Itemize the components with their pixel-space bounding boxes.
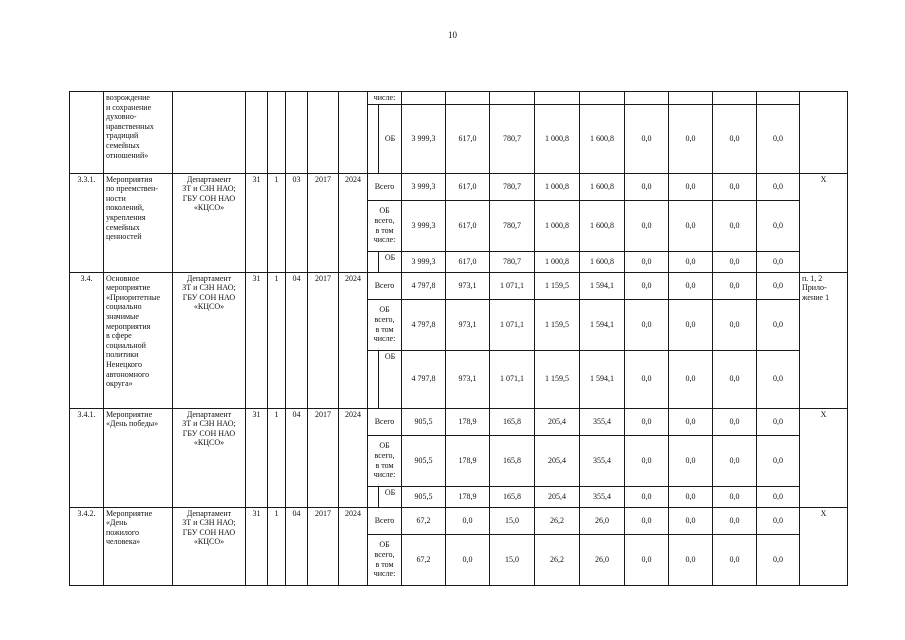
name-line: Мероприятия	[106, 174, 153, 184]
name-line: «Приоритетные	[106, 292, 161, 302]
amount-cell: 617,0	[446, 104, 490, 173]
page-number: 10	[448, 30, 457, 40]
table-row	[70, 507, 848, 534]
amount-cell: 165,8	[490, 486, 535, 507]
amount-cell: 0,0	[757, 200, 800, 251]
source-cell: Всего	[368, 272, 402, 299]
amount-cell: 0,0	[713, 200, 757, 251]
name-line: и сохранение	[106, 102, 152, 112]
indent-cell	[368, 104, 379, 173]
amount-cell: 1 159,5	[535, 299, 580, 350]
source-line: ОБ	[379, 305, 390, 315]
source-cell	[368, 200, 402, 251]
dept-line: ГБУ СОН НАО	[182, 428, 236, 438]
amount-cell: 0,0	[625, 507, 669, 534]
year-start-cell	[308, 92, 339, 174]
code1-cell	[246, 92, 268, 174]
dept-line: «КЦСО»	[193, 302, 225, 312]
source-line: в том	[375, 559, 394, 569]
source-cell: ОБ	[379, 104, 402, 173]
name-line: Основное	[106, 273, 140, 283]
dept-line: ГБУ СОН НАО	[182, 292, 236, 302]
amount-cell: 165,8	[490, 408, 535, 435]
name-cell	[104, 173, 173, 272]
dept-line: «КЦСО»	[193, 203, 225, 213]
source-line: всего,	[374, 550, 395, 559]
name-line: мероприятие	[106, 283, 151, 293]
amount-cell: 3 999,3	[402, 173, 446, 200]
dept-line: «КЦСО»	[193, 537, 225, 547]
name-line: значимые	[106, 311, 139, 321]
amount-cell	[669, 92, 713, 105]
amount-cell: 0,0	[713, 350, 757, 408]
amount-cell: 26,2	[535, 534, 580, 585]
year-end-cell: 2024	[339, 173, 368, 272]
dept-line: ЗТ и СЗН НАО;	[182, 518, 236, 528]
source-line: числе:	[373, 569, 396, 579]
amount-cell: 0,0	[625, 272, 669, 299]
source-cell: ОБ	[379, 251, 402, 272]
row-number-cell: 3.4.2.	[70, 507, 104, 585]
dept-line: Департамент	[186, 174, 232, 184]
amount-cell: 0,0	[625, 486, 669, 507]
amount-cell: 0,0	[625, 350, 669, 408]
source-line: числе:	[373, 334, 396, 344]
name-line: социальной	[106, 340, 146, 350]
name-line: человека»	[106, 537, 141, 547]
year-end-cell: 2024	[339, 507, 368, 585]
dept-line: Департамент	[186, 508, 232, 518]
amount-cell: 15,0	[490, 507, 535, 534]
note-cell: Х	[800, 173, 848, 272]
amount-cell: 178,9	[446, 435, 490, 486]
name-line: ценностей	[106, 232, 142, 242]
amount-cell: 780,7	[490, 200, 535, 251]
name-line: возрождение	[106, 93, 150, 102]
name-line: политики	[106, 350, 139, 360]
amount-cell: 1 594,1	[580, 299, 625, 350]
source-line: ОБ	[379, 540, 390, 550]
name-line: традиций	[106, 131, 139, 141]
source-cell: Всего	[368, 408, 402, 435]
table-row	[70, 272, 848, 299]
name-line: социально	[106, 302, 142, 312]
amount-cell: 0,0	[713, 173, 757, 200]
source-line: ОБ	[379, 206, 390, 216]
amount-cell: 0,0	[669, 408, 713, 435]
source-cell	[368, 534, 402, 585]
amount-cell: 0,0	[757, 534, 800, 585]
amount-cell: 1 071,1	[490, 350, 535, 408]
amount-cell	[402, 92, 446, 105]
amount-cell: 1 600,8	[580, 173, 625, 200]
amount-cell: 1 000,8	[535, 200, 580, 251]
amount-cell: 780,7	[490, 104, 535, 173]
name-cell	[104, 92, 173, 174]
amount-cell: 0,0	[669, 507, 713, 534]
code3-cell: 04	[286, 507, 308, 585]
name-line: семейных	[106, 222, 140, 232]
dept-cell	[173, 408, 246, 507]
amount-cell	[446, 92, 490, 105]
amount-cell	[535, 92, 580, 105]
amount-cell: 0,0	[757, 350, 800, 408]
amount-cell: 0,0	[625, 435, 669, 486]
amount-cell: 3 999,3	[402, 104, 446, 173]
code1-cell: 31	[246, 507, 268, 585]
name-cell	[104, 408, 173, 507]
note-cell: Х	[800, 507, 848, 585]
code2-cell	[268, 92, 286, 174]
dept-cell	[173, 92, 246, 174]
amount-cell: 0,0	[713, 104, 757, 173]
amount-cell: 165,8	[490, 435, 535, 486]
dept-line: «КЦСО»	[193, 438, 225, 448]
dept-line: ГБУ СОН НАО	[182, 193, 236, 203]
row-number-cell: 3.4.1.	[70, 408, 104, 507]
amount-cell: 0,0	[625, 200, 669, 251]
name-line: Ненецкого	[106, 359, 143, 369]
amount-cell: 0,0	[446, 507, 490, 534]
amount-cell: 1 071,1	[490, 299, 535, 350]
amount-cell: 0,0	[625, 104, 669, 173]
amount-cell: 4 797,8	[402, 299, 446, 350]
amount-cell: 1 594,1	[580, 350, 625, 408]
amount-cell: 0,0	[713, 408, 757, 435]
dept-line: ЗТ и СЗН НАО;	[182, 419, 236, 429]
source-tail-cell: числе:	[368, 92, 402, 105]
dept-line: ГБУ СОН НАО	[182, 527, 236, 537]
amount-cell: 26,2	[535, 507, 580, 534]
amount-cell: 1 000,8	[535, 251, 580, 272]
name-line: семейных	[106, 140, 140, 150]
amount-cell: 0,0	[669, 173, 713, 200]
amount-cell: 0,0	[669, 486, 713, 507]
amount-cell: 617,0	[446, 173, 490, 200]
amount-cell: 973,1	[446, 350, 490, 408]
row-number-cell	[70, 92, 104, 174]
name-line: мероприятия	[106, 321, 151, 331]
name-line: «День победы»	[106, 419, 159, 429]
note-cell: Х	[800, 408, 848, 507]
name-line: поколений,	[106, 203, 145, 213]
year-end-cell	[339, 92, 368, 174]
dept-line: ЗТ и СЗН НАО;	[182, 283, 236, 293]
indent-cell	[368, 486, 379, 507]
year-start-cell: 2017	[308, 507, 339, 585]
amount-cell: 26,0	[580, 507, 625, 534]
code3-cell: 03	[286, 173, 308, 272]
amount-cell: 1 000,8	[535, 173, 580, 200]
name-line: нравственных	[106, 121, 154, 131]
amount-cell: 1 600,8	[580, 200, 625, 251]
source-cell: Всего	[368, 173, 402, 200]
amount-cell: 0,0	[625, 299, 669, 350]
year-end-cell: 2024	[339, 408, 368, 507]
amount-cell	[625, 92, 669, 105]
amount-cell: 0,0	[669, 200, 713, 251]
amount-cell: 4 797,8	[402, 350, 446, 408]
name-line: пожилого	[106, 527, 139, 537]
amount-cell: 205,4	[535, 486, 580, 507]
amount-cell: 355,4	[580, 408, 625, 435]
dept-cell	[173, 272, 246, 408]
amount-cell: 0,0	[669, 299, 713, 350]
dept-line: Департамент	[186, 409, 232, 419]
code3-cell	[286, 92, 308, 174]
amount-cell: 0,0	[757, 104, 800, 173]
amount-cell: 1 159,5	[535, 350, 580, 408]
amount-cell: 0,0	[757, 299, 800, 350]
amount-cell	[490, 92, 535, 105]
dept-line: Департамент	[186, 273, 232, 283]
indent-cell	[368, 251, 379, 272]
name-line: ности	[106, 193, 126, 203]
note-cell: п. 1, 2 Прило-жение 1	[800, 272, 848, 408]
amount-cell	[757, 92, 800, 105]
amount-cell: 780,7	[490, 173, 535, 200]
source-cell: Всего	[368, 507, 402, 534]
amount-cell: 67,2	[402, 507, 446, 534]
amount-cell: 0,0	[625, 251, 669, 272]
dept-line: ЗТ и СЗН НАО;	[182, 184, 236, 194]
row-number-cell: 3.4.	[70, 272, 104, 408]
amount-cell: 0,0	[713, 435, 757, 486]
name-line: укрепления	[106, 212, 146, 222]
amount-cell: 15,0	[490, 534, 535, 585]
amount-cell: 0,0	[757, 408, 800, 435]
name-line: по преемствен-	[106, 184, 158, 194]
amount-cell: 0,0	[757, 486, 800, 507]
table-row	[70, 408, 848, 435]
amount-cell: 0,0	[713, 486, 757, 507]
row-number-cell: 3.3.1.	[70, 173, 104, 272]
code1-cell: 31	[246, 272, 268, 408]
amount-cell: 1 600,8	[580, 251, 625, 272]
budget-table	[69, 91, 848, 586]
year-start-cell: 2017	[308, 173, 339, 272]
amount-cell: 0,0	[713, 507, 757, 534]
source-line: числе:	[373, 470, 396, 480]
amount-cell: 0,0	[669, 534, 713, 585]
amount-cell: 26,0	[580, 534, 625, 585]
name-line: отношений»	[106, 150, 149, 160]
amount-cell: 355,4	[580, 435, 625, 486]
amount-cell: 3 999,3	[402, 251, 446, 272]
amount-cell: 0,0	[713, 534, 757, 585]
amount-cell: 1 600,8	[580, 104, 625, 173]
name-line: автономного	[106, 369, 150, 379]
code3-cell: 04	[286, 408, 308, 507]
amount-cell: 0,0	[669, 435, 713, 486]
amount-cell: 205,4	[535, 408, 580, 435]
name-line: «День	[106, 518, 128, 528]
amount-cell: 0,0	[669, 350, 713, 408]
dept-cell	[173, 173, 246, 272]
amount-cell: 0,0	[713, 272, 757, 299]
name-cell	[104, 272, 173, 408]
dept-cell	[173, 507, 246, 585]
note-cell	[800, 92, 848, 174]
amount-cell: 905,5	[402, 408, 446, 435]
amount-cell: 0,0	[669, 272, 713, 299]
source-line: в том	[375, 460, 394, 470]
source-line: в том	[375, 225, 394, 235]
amount-cell: 0,0	[757, 173, 800, 200]
name-cell	[104, 507, 173, 585]
code2-cell: 1	[268, 507, 286, 585]
year-start-cell: 2017	[308, 408, 339, 507]
year-end-cell: 2024	[339, 272, 368, 408]
amount-cell: 1 159,5	[535, 272, 580, 299]
amount-cell: 973,1	[446, 272, 490, 299]
name-line: в сфере	[106, 331, 132, 341]
amount-cell: 0,0	[625, 534, 669, 585]
name-line: округа»	[106, 379, 133, 389]
amount-cell: 905,5	[402, 486, 446, 507]
code2-cell: 1	[268, 408, 286, 507]
code3-cell: 04	[286, 272, 308, 408]
amount-cell: 205,4	[535, 435, 580, 486]
amount-cell: 905,5	[402, 435, 446, 486]
amount-cell: 0,0	[713, 251, 757, 272]
amount-cell: 617,0	[446, 251, 490, 272]
amount-cell: 0,0	[625, 408, 669, 435]
amount-cell: 1 000,8	[535, 104, 580, 173]
source-line: всего,	[374, 216, 395, 225]
amount-cell: 178,9	[446, 486, 490, 507]
name-line: Мероприятие	[106, 508, 153, 518]
code1-cell: 31	[246, 408, 268, 507]
source-line: числе:	[373, 235, 396, 245]
amount-cell: 0,0	[446, 534, 490, 585]
code2-cell: 1	[268, 173, 286, 272]
amount-cell: 0,0	[757, 435, 800, 486]
amount-cell: 0,0	[757, 251, 800, 272]
amount-cell: 780,7	[490, 251, 535, 272]
amount-cell: 0,0	[669, 251, 713, 272]
code2-cell: 1	[268, 272, 286, 408]
name-line: Мероприятие	[106, 409, 153, 419]
year-start-cell: 2017	[308, 272, 339, 408]
amount-cell: 0,0	[669, 104, 713, 173]
source-line: всего,	[374, 315, 395, 324]
source-cell	[368, 435, 402, 486]
indent-cell	[368, 350, 379, 408]
source-cell	[368, 299, 402, 350]
amount-cell: 0,0	[757, 507, 800, 534]
amount-cell: 1 071,1	[490, 272, 535, 299]
table-row	[70, 92, 848, 105]
amount-cell: 617,0	[446, 200, 490, 251]
amount-cell: 0,0	[757, 272, 800, 299]
amount-cell: 3 999,3	[402, 200, 446, 251]
amount-cell: 4 797,8	[402, 272, 446, 299]
amount-cell: 178,9	[446, 408, 490, 435]
source-cell: ОБ	[379, 486, 402, 507]
amount-cell: 0,0	[713, 299, 757, 350]
amount-cell	[713, 92, 757, 105]
amount-cell	[580, 92, 625, 105]
amount-cell: 355,4	[580, 486, 625, 507]
table-row	[70, 173, 848, 200]
source-cell: ОБ	[379, 350, 402, 408]
source-line: всего,	[374, 451, 395, 460]
code1-cell: 31	[246, 173, 268, 272]
amount-cell: 973,1	[446, 299, 490, 350]
amount-cell: 1 594,1	[580, 272, 625, 299]
amount-cell: 0,0	[625, 173, 669, 200]
amount-cell: 67,2	[402, 534, 446, 585]
source-line: в том	[375, 324, 394, 334]
source-line: ОБ	[379, 441, 390, 451]
name-line: духовно-	[106, 112, 137, 122]
